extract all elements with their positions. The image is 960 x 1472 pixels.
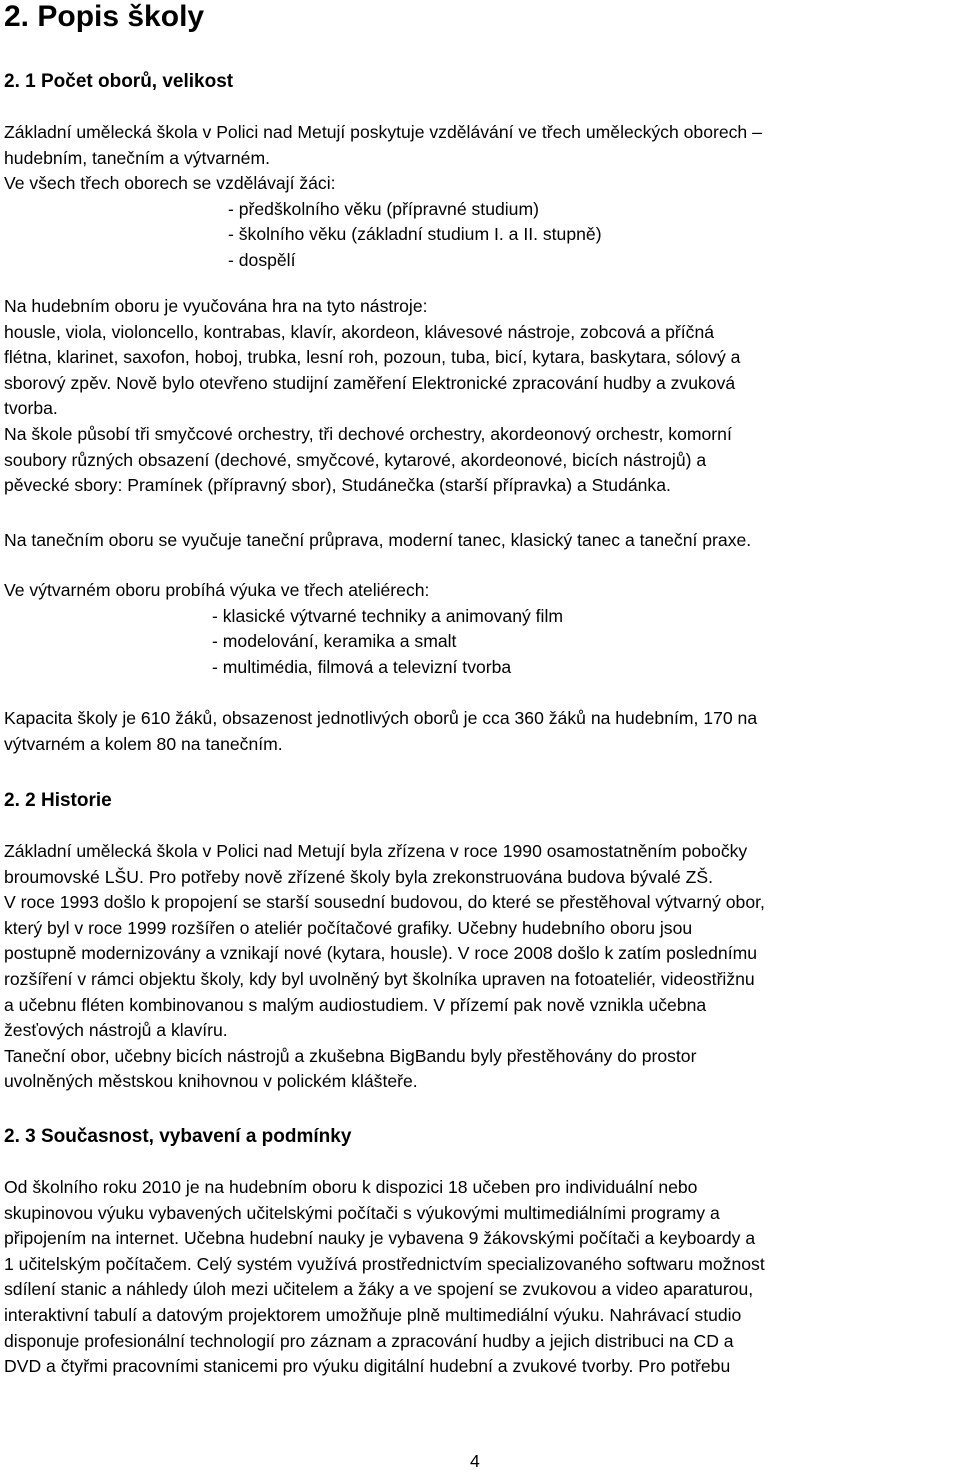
text-line: 1 učitelským počítačem. Celý systém využívá prostřednictvím specializovaného softwaru možnost [4, 1253, 765, 1274]
paragraph-obory [4, 120, 959, 274]
list-item: - modelování, keramika a smalt [212, 631, 457, 652]
list-item: - předškolního věku (přípravné studium) [228, 198, 539, 219]
paragraph-hudebni-obor [4, 294, 959, 499]
text-line: hudebním, tanečním a výtvarném. [4, 147, 270, 168]
text-line: žesťových nástrojů a klavíru. [4, 1020, 228, 1041]
page-number: 4 [470, 1451, 480, 1471]
text-line: Od školního roku 2010 je na hudebním oboru k dispozici 18 učeben pro individuální nebo [4, 1177, 698, 1197]
text-line: Taneční obor, učebny bicích nástrojů a zkušebna BigBandu byly přestěhovány do prostor [4, 1045, 697, 1066]
text-line: Základní umělecká škola v Polici nad Metují byla zřízena v roce 1990 osamostatněním pobočky [4, 841, 748, 861]
page-title: 2. Popis školy [4, 0, 205, 33]
text-line: připojením na internet. Učebna hudební nauky je vybavena 9 žákovskými počítači a keyboardy a [4, 1228, 756, 1249]
text-line: V roce 1993 došlo k propojení se starší sousední budovou, do které se přestěhoval výtvarný obor, [4, 892, 765, 913]
text-line: tvorba. [4, 398, 58, 419]
paragraph-soucasnost [4, 1175, 959, 1380]
text-line: broumovské LŠU. Pro potřeby nově zřízené školy byla zrekonstruována budova bývalé ZŠ. [4, 866, 713, 887]
list-item: - klasické výtvarné techniky a animovaný film [212, 605, 564, 626]
text-line: DVD a čtyřmi pracovními stanicemi pro výuku digitální hudební a zvukové tvorby. Pro potřebu [4, 1356, 731, 1377]
list-item: - školního věku (základní studium I. a II. stupně) [228, 224, 602, 245]
text-line: uvolněných městskou knihovnou v polickém klášteře. [4, 1071, 418, 1092]
paragraph-vytvarny-obor [4, 578, 959, 680]
text-line: postupně modernizovány a vznikají nové (kytara, housle). V roce 2008 došlo k zatím poslednímu [4, 943, 758, 964]
text-line: rozšíření v rámci objektu školy, kdy byl uvolněný byt školníka upraven na fotoateliér, videostřižnu [4, 968, 755, 989]
text-line: Ve všech třech oborech se vzdělávají žáci: [4, 173, 336, 194]
text-line: Kapacita školy je 610 žáků, obsazenost jednotlivých oborů je cca 360 žáků na hudebním, 170 na [4, 708, 758, 728]
section-heading-2-2: 2. 2 Historie [4, 790, 112, 811]
list-item: - dospělí [228, 249, 296, 270]
text-line: housle, viola, violoncello, kontrabas, klavír, akordeon, klávesové nástroje, zobcová a příčná [4, 321, 715, 342]
text-line: skupinovou výuku vybavených učitelskými počítači s výukovými multimediálními programy a [4, 1202, 720, 1223]
text-line: a učebnu fléten kombinovanou s malým audiostudiem. V přízemí pak nově vznikla učebna [4, 994, 707, 1015]
text-line: pěvecké sbory: Pramínek (přípravný sbor), Studánečka (starší přípravka) a Studánka. [4, 475, 671, 496]
paragraph-tanecni-obor [4, 528, 959, 554]
text-line: Ve výtvarném oboru probíhá výuka ve třech ateliérech: [4, 580, 430, 600]
list-item: - multimédia, filmová a televizní tvorba [212, 656, 512, 677]
text-line: Na škole působí tři smyčcové orchestry, tři dechové orchestry, akordeonový orchestr, komorní [4, 423, 732, 444]
text-line: Na hudebním oboru je vyučována hra na tyto nástroje: [4, 296, 428, 316]
text-line: sdílení stanic a náhledy úloh mezi učitelem a žáky a ve spojení se zvukovou a video aparaturou, [4, 1279, 754, 1300]
text-line: výtvarném a kolem 80 na tanečním. [4, 733, 283, 754]
text-line: Základní umělecká škola v Polici nad Metují poskytuje vzdělávání ve třech uměleckých oborech – [4, 122, 762, 142]
text-line: Na tanečním oboru se vyučuje taneční průprava, moderní tanec, klasický tanec a taneční praxe. [4, 530, 752, 550]
section-heading-2-1: 2. 1 Počet oborů, velikost [4, 71, 234, 92]
paragraph-historie [4, 839, 959, 1095]
text-line: interaktivní tabulí a datovým projektorem umožňuje plně multimediální výuku. Nahrávací studio [4, 1304, 742, 1325]
text-line: sborový zpěv. Nově bylo otevřeno studijní zaměření Elektronické zpracování hudby a zvuková [4, 372, 736, 393]
text-line: disponuje profesionální technologií pro záznam a zpracování hudby a jejich distribuci na CD a [4, 1330, 734, 1351]
text-line: který byl v roce 1999 rozšířen o ateliér počítačové grafiky. Učebny hudebního oboru jsou [4, 917, 693, 938]
section-heading-2-3: 2. 3 Současnost, vybavení a podmínky [4, 1126, 352, 1147]
paragraph-kapacita [4, 706, 959, 757]
text-line: flétna, klarinet, saxofon, hoboj, trubka, lesní roh, pozoun, tuba, bicí, kytara, baskytara, sólový a [4, 347, 741, 368]
text-line: soubory různých obsazení (dechové, smyčcové, kytarové, akordeonové, bicích nástrojů) a [4, 449, 707, 470]
